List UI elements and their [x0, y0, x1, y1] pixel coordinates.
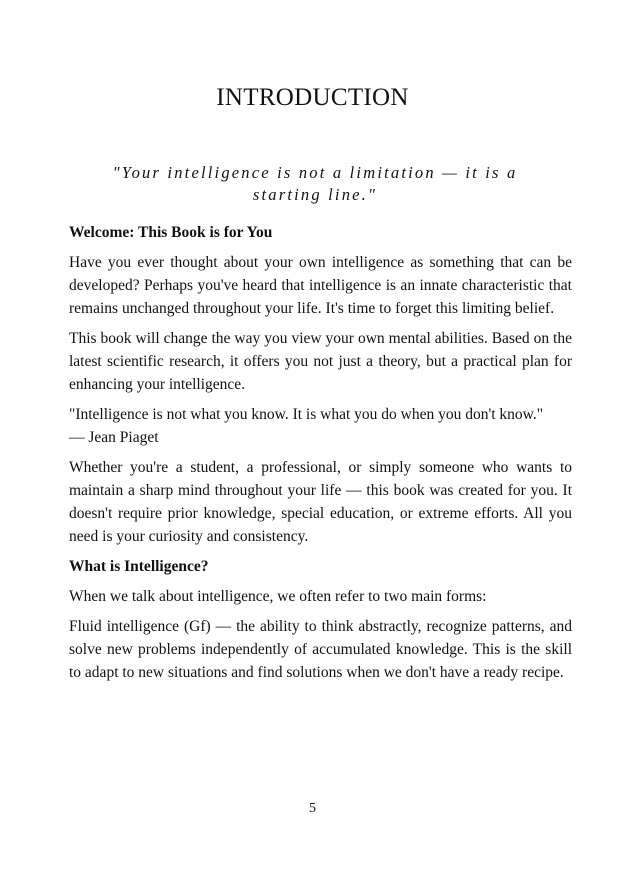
chapter-epigraph: "Your intelligence is not a limitation — it is a starting line."	[112, 163, 518, 204]
paragraph-5: Fluid intelligence (Gf) — the ability to think abstractly, recognize patterns, and solve new problems independently of accumulated knowledge. This is the skill to adapt to new situations and find solutions when we don't have a ready recipe.	[69, 618, 572, 681]
paragraph-2: This book will change the way you view your own mental abilities. Based on the latest scientific research, it offers you not just a theory, but a practical plan for enhancing your intelligence.	[69, 330, 572, 393]
quote-author: — Jean Piaget	[69, 429, 159, 446]
piaget-quote	[69, 403, 572, 449]
body-text	[69, 221, 572, 691]
chapter-title: INTRODUCTION	[216, 84, 409, 111]
section-heading-welcome: Welcome: This Book is for You	[69, 224, 273, 241]
page-number: 5	[309, 801, 316, 816]
paragraph-3: Whether you're a student, a professional, or simply someone who wants to maintain a sharp mind throughout your life — this book was created for you. It doesn't require prior knowledge, special education, or extreme efforts. All you need is your curiosity and consistency.	[69, 459, 572, 545]
section-heading-intelligence: What is Intelligence?	[69, 558, 209, 575]
paragraph-4: When we talk about intelligence, we often refer to two main forms:	[69, 588, 487, 605]
paragraph-1: Have you ever thought about your own intelligence as something that can be developed? Perhaps you've heard that intelligence is an innate characteristic that remains unchanged throughout your life. It's time to forget this limiting belief.	[69, 254, 572, 317]
quote-text: "Intelligence is not what you know. It is what you do when you don't know."	[69, 406, 544, 423]
